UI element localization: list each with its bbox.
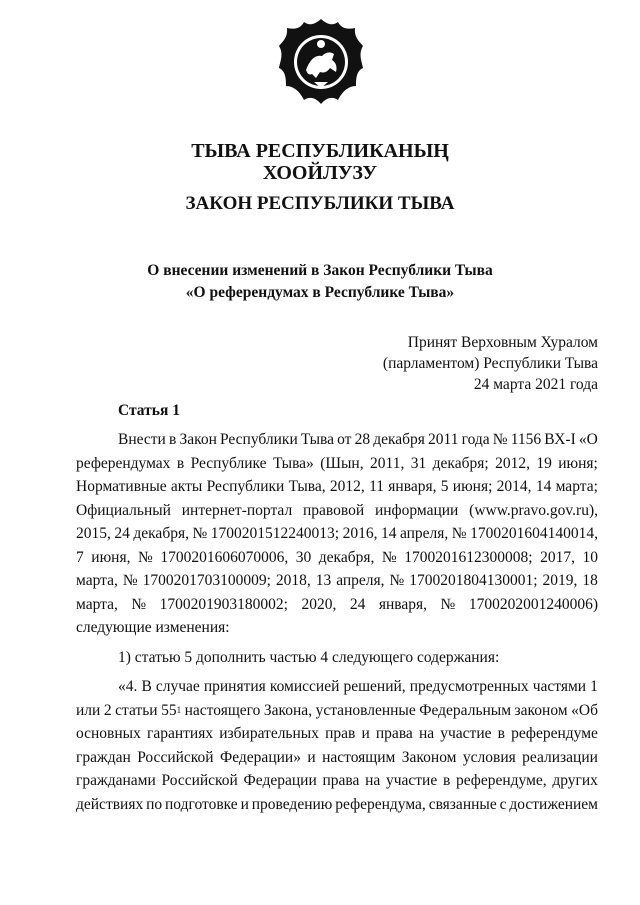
law-subject-line1: О внесении изменений в Закон Республики Тыва	[147, 262, 493, 279]
text-line: марта, № 1700201903180002; 2020, 24 января, № 1700202001240006)	[76, 595, 598, 613]
text-line: граждан Российской Федерации» и настоящим Законом условия реализации	[76, 748, 598, 766]
text-line: гражданами Российской Федерации права на участие в референдуме, других	[76, 772, 598, 789]
quote-line: «4. В случае принятия комиссией решений, предусмотренных частями 1	[118, 678, 598, 695]
superscript: 1	[176, 704, 182, 715]
text-line: 7 июня, № 1700201606070006, 30 декабря, № 1700201612300008; 2017, 10	[76, 548, 598, 566]
adoption-line1: Принят Верховным Хуралом	[407, 334, 598, 351]
quote-rest	[76, 722, 598, 816]
title-tyvan-line2: ХООЙЛУЗУ	[262, 162, 378, 184]
text-line: референдумах в Республике Тыва» (Шын, 2011, 31 декабря; 2012, 19 июня;	[76, 454, 598, 472]
text-line: основных гарантиях избирательных прав и права на участие в референдуме	[76, 725, 598, 742]
adoption-note	[383, 332, 598, 395]
text-line: Официальный интернет-портал правовой информации (www.pravo.gov.ru),	[76, 501, 598, 519]
title-tyvan-line1: ТЫВА РЕСПУБЛИКАНЫҢ	[191, 140, 449, 162]
text-line: Внести в Закон Республики Тыва от 28 декабря 2011 года № 1156 ВХ-I «О	[118, 431, 598, 448]
text-line: Нормативные акты Республики Тыва, 2012, 11 января, 5 июня; 2014, 14 марта;	[76, 478, 598, 495]
article-heading: Статья 1	[118, 402, 180, 419]
paragraph-main	[76, 428, 598, 640]
text-line: марта, № 1700201703100009; 2018, 13 апреля, № 1700201804130001; 2019, 18	[76, 572, 598, 589]
adoption-line2: (парламентом) Республики Тыва	[382, 355, 598, 372]
quote-line: или 2 статьи $55^1$ настоящего Закона, установленные Федеральным законом «Об	[76, 701, 598, 719]
text-line: следующие изменения:	[76, 619, 230, 636]
adoption-date: 24 марта 2021 года	[473, 376, 598, 393]
text-line: 2015, 24 декабря, № 1700201512240013; 2016, 14 апреля, № 1700201604140014,	[76, 525, 598, 542]
text-line: действиях по подготовке и проведению референдума, связанные с достижением	[76, 795, 598, 813]
article-body	[76, 428, 598, 816]
item-1: 1) статью 5 дополнить частью 4 следующего содержания:	[118, 648, 500, 666]
republic-emblem-icon	[276, 16, 366, 106]
title-russian: ЗАКОН РЕСПУБЛИКИ ТЫВА	[185, 193, 455, 214]
law-subject-line2: «О референдумах в Республике Тыва»	[185, 284, 455, 301]
